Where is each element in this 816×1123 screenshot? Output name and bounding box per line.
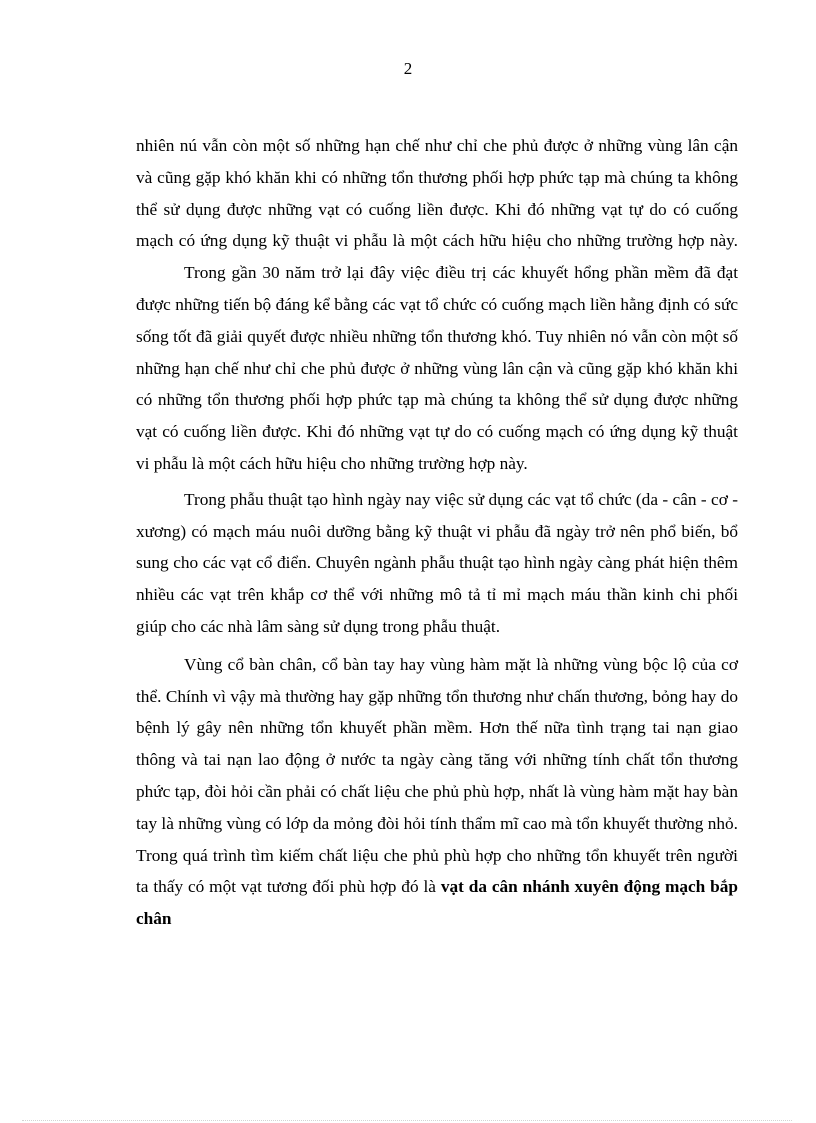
paragraph-3-bold-term: vạt da cân nhánh xuyên động mạch bắp chân xyxy=(136,877,739,929)
paragraph-1-part-2: Trong gần 30 năm trở lại đây việc điều trị các khuyết hổng phần mềm đã đạt được những tiến bộ đáng kể bằng các vạt tổ chức có cuống mạch liền hằng định có sức sống tốt đã giải quyết được nhiều những tổn thương khó. Tuy nhiên nó vẫn còn một số những hạn chế như chỉ che phủ được ở những vùng lân cận và cũng gặp khó khăn khi có những tổn thương phối hợp phức tạp mà chúng ta không thể sử dụng được những vạt có cuống liền được. Khi đó những vạt tự do có cuống mạch có ứng dụng kỹ thuật vi phẫu là một cách hữu hiệu cho những trường hợp này. xyxy=(136,263,738,473)
paragraph-2: Trong phẫu thuật tạo hình ngày nay việc sử dụng các vạt tổ chức (da - cân - cơ - xương) có mạch máu nuôi dưỡng bằng kỹ thuật vi phẫu đã ngày trở nên phổ biến, bổ sung cho các vạt cổ điển. Chuyên ngành phẫu thuật tạo hình ngày càng phát hiện thêm nhiều các vạt trên khắp cơ thể với những mô tả tỉ mỉ mạch máu thần kinh chi phối giúp cho các nhà lâm sàng sử dụng trong phẫu thuật. xyxy=(136,489,738,636)
body-text xyxy=(136,130,738,935)
paragraph-1 xyxy=(136,130,738,480)
paragraph-3-text: Vùng cổ bàn chân, cổ bàn tay hay vùng hàm mặt là những vùng bộc lộ của cơ thể. Chính vì vậy mà thường hay gặp những tổn thương như chấn thương, bỏng hay do bệnh lý gây nên những tổn khuyết phần mềm. Hơn thế nữa tình trạng tai nạn giao thông và tai nạn lao động ở nước ta ngày càng tăng với những tính chất tổn thương phức tạp, đòi hỏi cần phải có chất liệu che phủ phù hợp, nhất là vùng hàm mặt hay bàn tay là những vùng có lớp da mỏng đòi hỏi tính thẩm mĩ cao mà tổn khuyết thường nhỏ. Trong quá trình tìm kiếm chất liệu che phủ phù hợp cho những tổn khuyết trên người ta thấy có một vạt tương đối phù hợp đó là xyxy=(136,654,738,897)
page-number: 2 xyxy=(403,59,413,78)
page-bottom-divider xyxy=(22,1120,792,1121)
paragraph-3 xyxy=(136,649,738,935)
paragraph-1-part-1: nhiên nú vẫn còn một số những hạn chế như chỉ che phủ được ở những vùng lân cận và cũng gặp khó khăn khi có những tổn thương phối hợp phức tạp mà chúng ta không thể sử dụng được những vạt có cuống liền được. Khi đó những vạt tự do có cuống mạch có ứng dụng kỹ thuật vi phẫu là một cách hữu hiệu cho những trường hợp này. xyxy=(136,136,738,251)
